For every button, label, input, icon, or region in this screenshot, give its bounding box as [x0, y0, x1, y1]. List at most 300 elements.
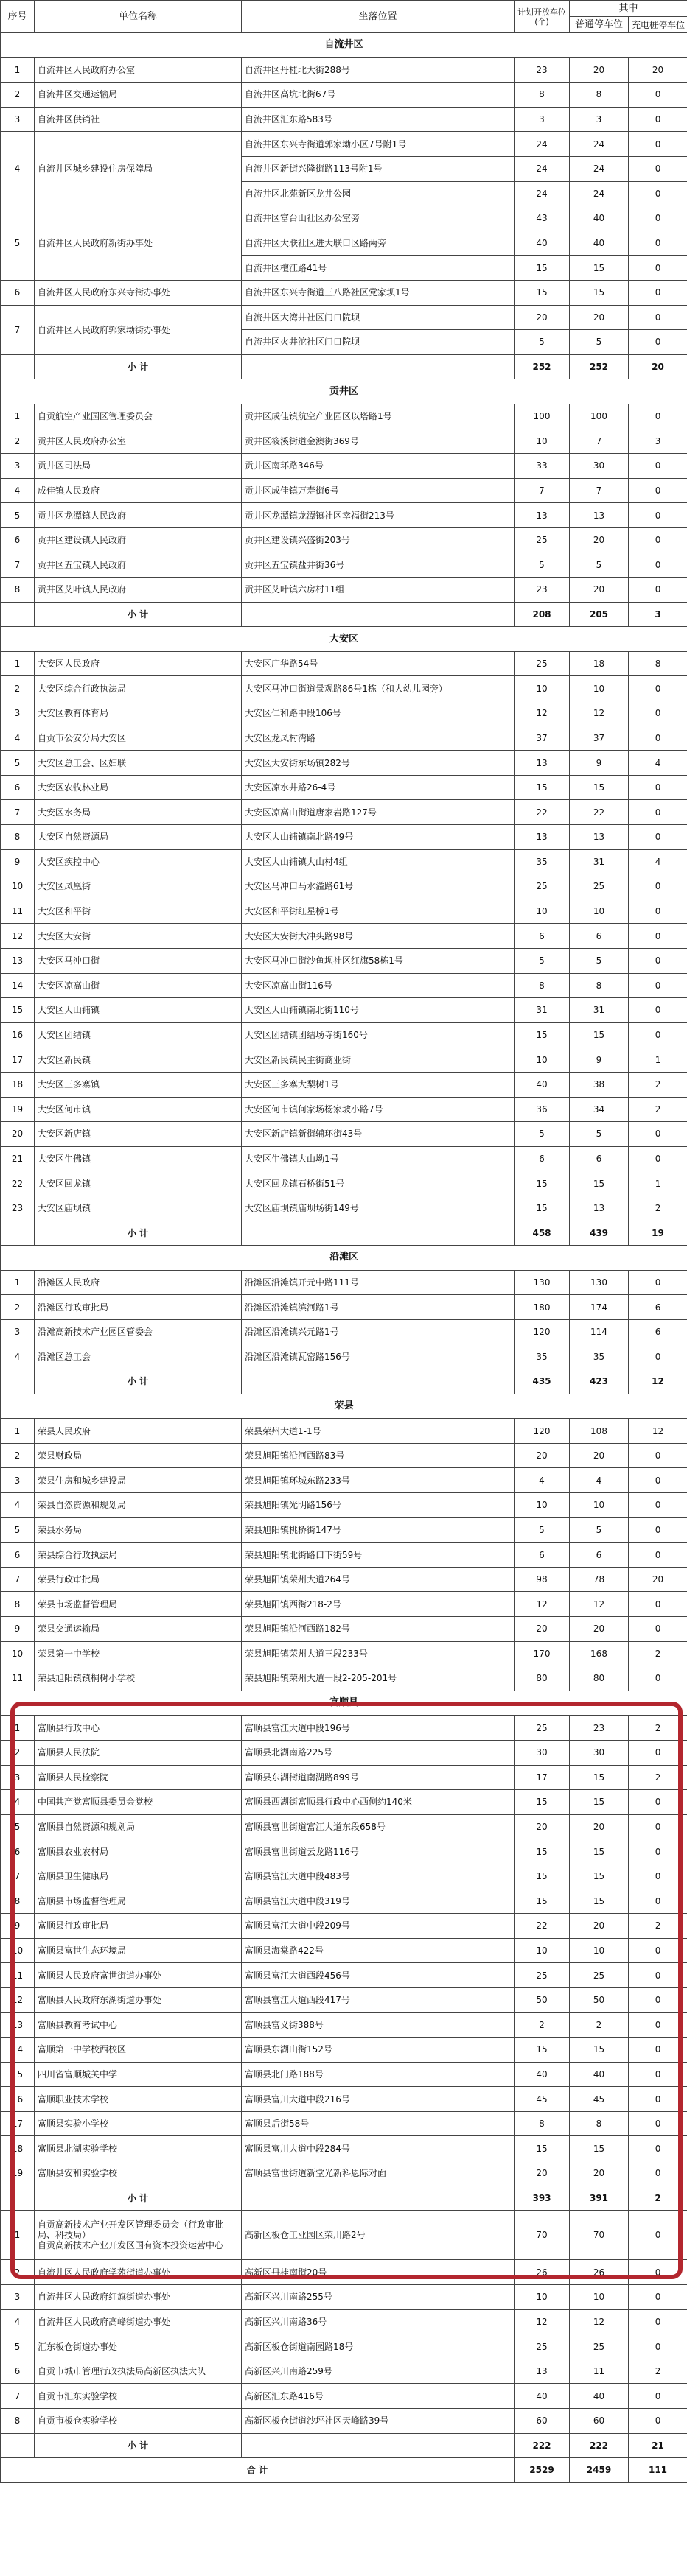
row-planned: 35 [515, 1344, 570, 1369]
row-charging: 0 [629, 1740, 687, 1765]
table-row [1, 83, 687, 108]
row-location: 大安区马冲口街沙鱼坝社区红旗58栋1号 [242, 948, 515, 973]
row-unit: 自流井区人民政府红旗街道办事处 [35, 2285, 242, 2310]
row-charging: 0 [629, 454, 687, 479]
row-charging: 0 [629, 1270, 687, 1295]
table-row [1, 2136, 687, 2161]
subtotal-label: 小 计 [35, 602, 242, 627]
row-location: 贡井区艾叶镇六房村11组 [242, 578, 515, 603]
row-charging: 0 [629, 1617, 687, 1642]
table-row [1, 1914, 687, 1939]
row-unit: 荣县交通运输局 [35, 1617, 242, 1642]
subtotal-value: 458 [515, 1221, 570, 1246]
row-unit: 自流井区人民政府新街办事处 [35, 206, 242, 281]
row-location: 荣县荣州大道1-1号 [242, 1419, 515, 1444]
row-unit: 大安区凉高山街 [35, 973, 242, 998]
row-planned: 40 [515, 1072, 570, 1097]
row-charging: 2 [629, 2359, 687, 2384]
row-charging: 20 [629, 57, 687, 83]
subtotal-row [1, 1369, 687, 1394]
table-row [1, 849, 687, 874]
row-location: 自流井区新街兴隆街路113号附1号 [242, 156, 515, 181]
row-unit: 富顺县人民法院 [35, 1740, 242, 1765]
row-unit: 大安区何市镇 [35, 1097, 242, 1122]
row-planned: 7 [515, 478, 570, 503]
table-row [1, 1889, 687, 1914]
row-charging: 0 [629, 2309, 687, 2334]
row-charging: 0 [629, 701, 687, 726]
row-location: 高新区板仓工业园区荣川路2号 [242, 2211, 515, 2260]
table-row [1, 2012, 687, 2038]
row-planned: 10 [515, 429, 570, 454]
row-normal: 20 [570, 1914, 629, 1939]
table-row [1, 2359, 687, 2384]
row-unit: 大安区大安街 [35, 924, 242, 949]
row-unit: 荣县行政审批局 [35, 1567, 242, 1592]
row-normal: 13 [570, 503, 629, 528]
row-charging: 6 [629, 1319, 687, 1344]
row-normal: 12 [570, 2309, 629, 2334]
row-location: 自流井区北苑新区龙井公园 [242, 181, 515, 206]
row-seq: 4 [1, 1493, 35, 1518]
row-normal: 30 [570, 1740, 629, 1765]
row-unit: 自流井区人民政府郭家坳街办事处 [35, 305, 242, 354]
row-planned: 33 [515, 454, 570, 479]
row-unit: 大安区和平街 [35, 899, 242, 924]
section-title: 大安区 [1, 627, 687, 652]
row-seq: 1 [1, 1270, 35, 1295]
row-planned: 10 [515, 2285, 570, 2310]
row-location: 富顺县富江大道中段483号 [242, 1864, 515, 1889]
table-row [1, 825, 687, 850]
row-location: 荣县旭阳镇光明路156号 [242, 1493, 515, 1518]
subtotal-label: 小 计 [35, 354, 242, 379]
table-row [1, 1146, 687, 1171]
row-charging: 0 [629, 874, 687, 899]
row-seq: 15 [1, 998, 35, 1023]
subtotal-blank [1, 1369, 35, 1394]
row-unit: 贡井区人民政府办公室 [35, 429, 242, 454]
row-planned: 70 [515, 2211, 570, 2260]
row-unit: 富顺县教育考试中心 [35, 2012, 242, 2038]
row-seq: 13 [1, 948, 35, 973]
row-planned: 8 [515, 2111, 570, 2136]
table-row [1, 578, 687, 603]
row-charging: 12 [629, 1419, 687, 1444]
subtotal-blank [242, 2433, 515, 2458]
row-normal: 20 [570, 305, 629, 330]
row-normal: 24 [570, 181, 629, 206]
row-planned: 10 [515, 1493, 570, 1518]
row-location: 富顺县富世街道富江大道东段658号 [242, 1814, 515, 1839]
row-unit: 荣县住房和城乡建设局 [35, 1468, 242, 1493]
subtotal-blank [1, 1221, 35, 1246]
row-location: 自流井区富台山社区办公室旁 [242, 206, 515, 231]
row-seq: 18 [1, 2136, 35, 2161]
row-seq: 4 [1, 2309, 35, 2334]
table-row [1, 1963, 687, 1988]
row-seq: 6 [1, 2359, 35, 2384]
row-seq: 8 [1, 1592, 35, 1617]
row-unit: 大安区新店镇 [35, 1122, 242, 1147]
row-unit [35, 2211, 242, 2260]
row-planned: 30 [515, 1740, 570, 1765]
row-normal: 15 [570, 1022, 629, 1047]
row-location: 荣县旭阳镇荣州大道三段233号 [242, 1641, 515, 1666]
table-row [1, 701, 687, 726]
table-row [1, 478, 687, 503]
row-charging: 0 [629, 330, 687, 355]
row-seq: 4 [1, 478, 35, 503]
total-row [1, 2458, 687, 2483]
table-row [1, 1740, 687, 1765]
row-charging: 0 [629, 404, 687, 429]
row-normal: 6 [570, 924, 629, 949]
row-planned: 10 [515, 899, 570, 924]
row-planned: 15 [515, 256, 570, 281]
row-location: 大安区新店镇新街辅环街43号 [242, 1122, 515, 1147]
row-planned: 24 [515, 132, 570, 157]
table-row [1, 899, 687, 924]
row-planned: 22 [515, 1914, 570, 1939]
subtotal-blank [1, 2433, 35, 2458]
row-normal: 15 [570, 2038, 629, 2063]
row-normal: 30 [570, 454, 629, 479]
row-normal: 8 [570, 973, 629, 998]
row-seq: 8 [1, 1889, 35, 1914]
row-charging: 0 [629, 552, 687, 578]
subtotal-label: 小 计 [35, 2433, 242, 2458]
row-seq: 3 [1, 1468, 35, 1493]
row-location: 大安区仁和路中段106号 [242, 701, 515, 726]
row-normal: 20 [570, 1814, 629, 1839]
subtotal-blank [1, 2186, 35, 2211]
row-normal: 23 [570, 1716, 629, 1741]
row-unit: 大安区新民镇 [35, 1047, 242, 1073]
row-location: 贡井区龙潭镇龙潭镇社区幸福街213号 [242, 503, 515, 528]
row-unit: 大安区农牧林业局 [35, 775, 242, 800]
row-charging: 4 [629, 849, 687, 874]
row-planned: 5 [515, 1122, 570, 1147]
row-unit: 自贡市汇东实验学校 [35, 2384, 242, 2409]
row-unit: 大安区自然资源局 [35, 825, 242, 850]
row-location: 高新区兴川南路259号 [242, 2359, 515, 2384]
table-row [1, 1270, 687, 1295]
table-row [1, 2384, 687, 2409]
row-location: 自流井区东兴寺街道三八路社区党家坝1号 [242, 280, 515, 305]
row-charging: 0 [629, 2384, 687, 2409]
row-charging: 0 [629, 1344, 687, 1369]
row-location: 贡井区南环路346号 [242, 454, 515, 479]
table-row [1, 874, 687, 899]
row-planned: 5 [515, 1517, 570, 1543]
row-location: 自流井区东兴寺街道郭家坳小区7号附1号 [242, 132, 515, 157]
row-seq: 15 [1, 2062, 35, 2087]
subtotal-value: 252 [515, 354, 570, 379]
row-planned: 60 [515, 2409, 570, 2434]
row-planned: 10 [515, 1047, 570, 1073]
table-row [1, 2409, 687, 2434]
table-row [1, 2161, 687, 2186]
row-planned: 15 [515, 1839, 570, 1864]
row-normal: 8 [570, 83, 629, 108]
row-charging: 2 [629, 1072, 687, 1097]
subtotal-value: 391 [570, 2186, 629, 2211]
subtotal-row [1, 602, 687, 627]
row-normal: 15 [570, 2136, 629, 2161]
table-row [1, 1047, 687, 1073]
row-charging: 0 [629, 132, 687, 157]
row-seq: 12 [1, 1987, 35, 2012]
row-planned: 26 [515, 2260, 570, 2285]
table-row [1, 1419, 687, 1444]
section-title: 自流井区 [1, 33, 687, 58]
row-charging: 0 [629, 1146, 687, 1171]
row-planned: 5 [515, 330, 570, 355]
row-location: 富顺县富世街道云龙路116号 [242, 1839, 515, 1864]
subtotal-label: 小 计 [35, 1369, 242, 1394]
row-unit: 富顺县行政审批局 [35, 1914, 242, 1939]
table-row [1, 1493, 687, 1518]
row-location: 高新区汇东路416号 [242, 2384, 515, 2409]
table-row [1, 751, 687, 776]
subtotal-blank [242, 1369, 515, 1394]
row-planned: 22 [515, 800, 570, 825]
row-seq: 9 [1, 849, 35, 874]
row-seq: 3 [1, 107, 35, 132]
row-charging: 4 [629, 751, 687, 776]
row-charging: 0 [629, 181, 687, 206]
table-row [1, 948, 687, 973]
row-location: 自流井区檀江路41号 [242, 256, 515, 281]
row-planned: 15 [515, 280, 570, 305]
row-unit: 富顺县安和实验学校 [35, 2161, 242, 2186]
table-row [1, 1196, 687, 1221]
row-planned: 45 [515, 2087, 570, 2112]
row-planned: 6 [515, 924, 570, 949]
subtotal-row [1, 2186, 687, 2211]
table-row [1, 676, 687, 701]
row-seq: 16 [1, 2087, 35, 2112]
row-seq: 8 [1, 825, 35, 850]
row-unit: 荣县水务局 [35, 1517, 242, 1543]
row-normal: 40 [570, 231, 629, 256]
subtotal-value: 205 [570, 602, 629, 627]
row-normal: 80 [570, 1666, 629, 1691]
row-location: 大安区凉水井路26-4号 [242, 775, 515, 800]
table-row [1, 1171, 687, 1196]
row-unit: 自贡市城市管理行政执法局高新区执法大队 [35, 2359, 242, 2384]
row-location: 富顺县富义街388号 [242, 2012, 515, 2038]
row-planned: 25 [515, 527, 570, 552]
row-charging: 2 [629, 1097, 687, 1122]
row-location: 富顺县富世街道新堂光新科恩际对面 [242, 2161, 515, 2186]
row-seq: 7 [1, 1864, 35, 1889]
row-planned: 10 [515, 1938, 570, 1963]
row-location: 大安区凉高山街116号 [242, 973, 515, 998]
row-location: 富顺县富江大道中段209号 [242, 1914, 515, 1939]
row-charging: 0 [629, 825, 687, 850]
row-location: 贡井区成佳镇万寿街6号 [242, 478, 515, 503]
row-unit: 贡井区建设镇人民政府 [35, 527, 242, 552]
row-seq: 5 [1, 503, 35, 528]
row-normal: 20 [570, 527, 629, 552]
row-normal: 13 [570, 825, 629, 850]
row-charging: 0 [629, 1963, 687, 1988]
row-charging: 0 [629, 305, 687, 330]
row-planned: 25 [515, 1963, 570, 1988]
row-normal: 7 [570, 429, 629, 454]
row-charging: 0 [629, 1592, 687, 1617]
row-seq: 6 [1, 1839, 35, 1864]
row-seq: 8 [1, 578, 35, 603]
subtotal-blank [242, 354, 515, 379]
row-charging: 0 [629, 676, 687, 701]
row-planned: 15 [515, 1171, 570, 1196]
row-planned: 13 [515, 2359, 570, 2384]
row-unit: 沿滩区总工会 [35, 1344, 242, 1369]
row-planned: 13 [515, 825, 570, 850]
row-unit: 大安区凤凰街 [35, 874, 242, 899]
table-row [1, 1814, 687, 1839]
row-location: 大安区团结镇团结场寺街160号 [242, 1022, 515, 1047]
row-normal: 5 [570, 1122, 629, 1147]
table-row [1, 998, 687, 1023]
table-row [1, 1617, 687, 1642]
row-seq: 2 [1, 1740, 35, 1765]
row-unit: 大安区综合行政执法局 [35, 676, 242, 701]
row-planned: 20 [515, 2161, 570, 2186]
subtotal-value: 208 [515, 602, 570, 627]
row-normal: 13 [570, 1196, 629, 1221]
row-seq: 4 [1, 1790, 35, 1815]
row-unit: 沿滩区人民政府 [35, 1270, 242, 1295]
row-planned: 120 [515, 1419, 570, 1444]
table-row [1, 503, 687, 528]
row-planned: 17 [515, 1765, 570, 1790]
row-charging: 0 [629, 775, 687, 800]
row-charging: 0 [629, 1889, 687, 1914]
row-seq: 1 [1, 651, 35, 676]
row-normal: 10 [570, 899, 629, 924]
row-unit: 大安区大山铺镇 [35, 998, 242, 1023]
table-row [1, 132, 687, 157]
row-location: 沿滩区沿滩镇瓦窑路156号 [242, 1344, 515, 1369]
table-row [1, 280, 687, 305]
row-charging: 2 [629, 1765, 687, 1790]
row-planned: 15 [515, 2038, 570, 2063]
row-normal: 20 [570, 57, 629, 83]
row-charging: 0 [629, 256, 687, 281]
row-location: 大安区牛佛镇大山坳1号 [242, 1146, 515, 1171]
row-normal: 20 [570, 1617, 629, 1642]
row-seq: 2 [1, 429, 35, 454]
row-location: 高新区板仓街道南园路18号 [242, 2334, 515, 2359]
row-planned: 5 [515, 948, 570, 973]
row-planned: 6 [515, 1146, 570, 1171]
row-seq: 10 [1, 1938, 35, 1963]
row-planned: 12 [515, 701, 570, 726]
row-charging: 0 [629, 1839, 687, 1864]
row-seq: 4 [1, 726, 35, 751]
row-normal: 174 [570, 1295, 629, 1320]
row-unit: 大安区总工会、区妇联 [35, 751, 242, 776]
row-charging: 6 [629, 1295, 687, 1320]
row-unit: 富顺县自然资源和规划局 [35, 1814, 242, 1839]
row-normal: 5 [570, 948, 629, 973]
row-charging: 0 [629, 503, 687, 528]
row-planned: 40 [515, 231, 570, 256]
row-location: 大安区庙坝镇庙坝场街149号 [242, 1196, 515, 1221]
table-row [1, 2334, 687, 2359]
row-planned: 15 [515, 1889, 570, 1914]
table-row [1, 1122, 687, 1147]
row-charging: 0 [629, 527, 687, 552]
row-planned: 170 [515, 1641, 570, 1666]
row-normal: 130 [570, 1270, 629, 1295]
subtotal-value: 21 [629, 2433, 687, 2458]
row-planned: 12 [515, 1592, 570, 1617]
row-unit: 自流井区人民政府学苑街道办事处 [35, 2260, 242, 2285]
row-normal: 8 [570, 2111, 629, 2136]
row-charging: 0 [629, 83, 687, 108]
row-planned: 20 [515, 1814, 570, 1839]
row-unit: 自流井区人民政府东兴寺街办事处 [35, 280, 242, 305]
row-normal: 15 [570, 256, 629, 281]
row-unit: 自流井区人民政府高峰街道办事处 [35, 2309, 242, 2334]
row-location: 富顺县富江大道西段456号 [242, 1963, 515, 1988]
table-row [1, 2260, 687, 2285]
row-unit: 荣县旭阳镇镇桐树小学校 [35, 1666, 242, 1691]
row-normal: 40 [570, 2384, 629, 2409]
row-normal: 15 [570, 1839, 629, 1864]
row-planned: 15 [515, 2136, 570, 2161]
row-unit: 自流井区供销社 [35, 107, 242, 132]
row-normal: 22 [570, 800, 629, 825]
row-charging: 0 [629, 973, 687, 998]
row-unit: 荣县财政局 [35, 1443, 242, 1468]
table-row [1, 1666, 687, 1691]
row-normal: 10 [570, 2285, 629, 2310]
row-seq: 6 [1, 775, 35, 800]
row-seq: 17 [1, 2111, 35, 2136]
row-location: 大安区新民镇民主街商业街 [242, 1047, 515, 1073]
row-normal: 24 [570, 156, 629, 181]
row-planned: 31 [515, 998, 570, 1023]
table-row [1, 1344, 687, 1369]
row-normal: 34 [570, 1097, 629, 1122]
row-charging: 0 [629, 948, 687, 973]
row-unit: 富顺县行政中心 [35, 1716, 242, 1741]
row-normal: 40 [570, 2062, 629, 2087]
table-row [1, 454, 687, 479]
subtotal-blank [1, 602, 35, 627]
row-location: 大安区三多寨大梨树1号 [242, 1072, 515, 1097]
row-unit: 荣县自然资源和规划局 [35, 1493, 242, 1518]
row-unit-line: 自贡高新技术产业开发区管理委员会（行政审批局、科技局） [38, 2219, 224, 2241]
row-charging: 0 [629, 1517, 687, 1543]
row-unit: 富顺县农业农村局 [35, 1839, 242, 1864]
row-normal: 9 [570, 1047, 629, 1073]
row-unit: 大安区疾控中心 [35, 849, 242, 874]
row-location: 荣县旭阳镇北街路口下街59号 [242, 1543, 515, 1568]
section-header-row [1, 1246, 687, 1271]
row-planned: 20 [515, 1617, 570, 1642]
row-planned: 15 [515, 1864, 570, 1889]
table-row [1, 107, 687, 132]
row-charging: 0 [629, 206, 687, 231]
row-location: 富顺县北门路188号 [242, 2062, 515, 2087]
